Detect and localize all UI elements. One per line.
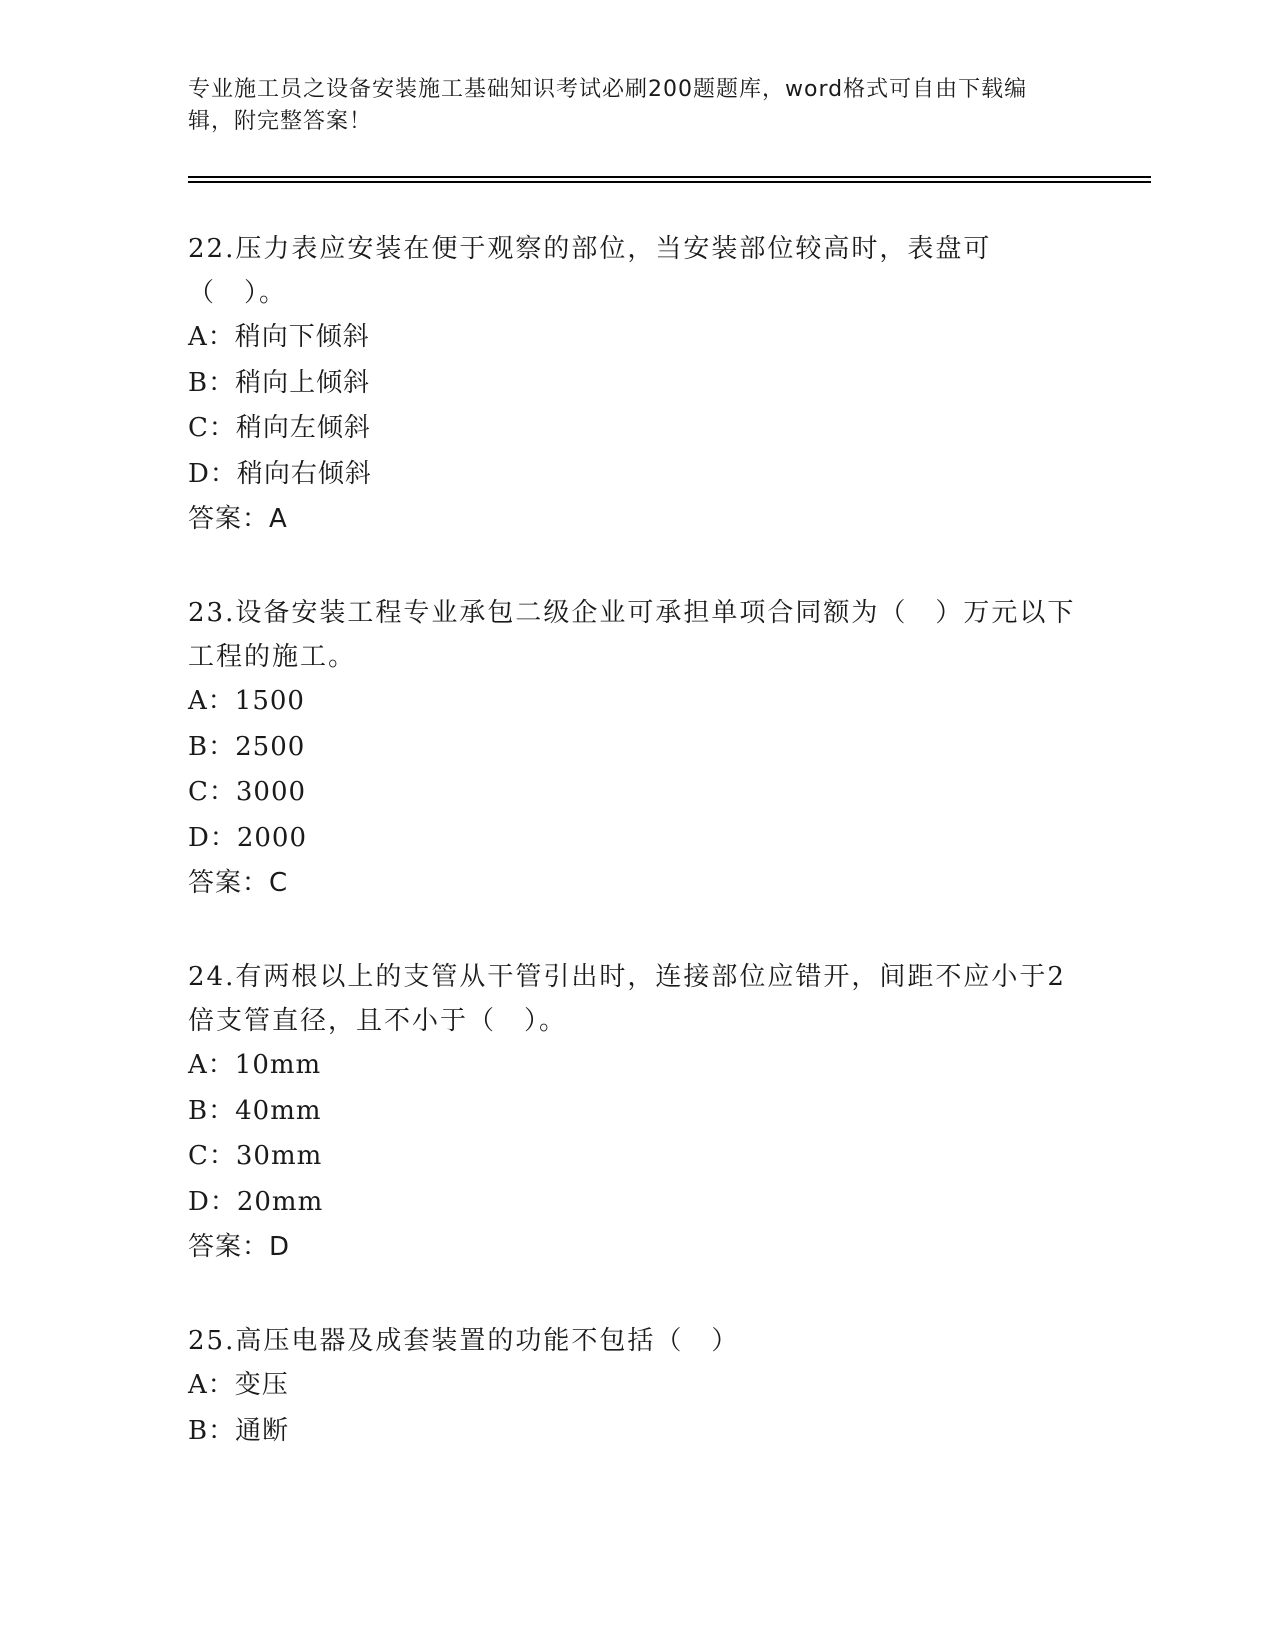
option-d: D：稍向右倾斜 bbox=[188, 458, 372, 489]
option-a: A：10mm bbox=[188, 1050, 322, 1080]
question-stem: 25.高压电器及成套装置的功能不包括（ ） bbox=[188, 1326, 740, 1356]
option-c: C：稍向左倾斜 bbox=[188, 413, 371, 443]
option-a: A：稍向下倾斜 bbox=[188, 322, 370, 352]
question-22 bbox=[188, 227, 1088, 543]
header-divider-top bbox=[188, 176, 1151, 178]
question-24 bbox=[188, 955, 1088, 1271]
answer-line: 答案：D bbox=[188, 1232, 291, 1262]
question-25 bbox=[188, 1319, 1088, 1454]
option-b: B：40mm bbox=[188, 1095, 322, 1126]
answer-line: 答案：A bbox=[188, 504, 288, 534]
question-stem: 23.设备安装工程专业承包二级企业可承担单项合同额为（ ）万元以下工程的施工。 bbox=[188, 598, 1076, 672]
option-a: A：1500 bbox=[188, 686, 305, 716]
answer-line: 答案：C bbox=[188, 868, 289, 898]
option-b: B：稍向上倾斜 bbox=[188, 367, 371, 398]
question-23 bbox=[188, 591, 1088, 907]
option-b: B：通断 bbox=[188, 1415, 290, 1446]
option-d: D：20mm bbox=[188, 1186, 324, 1217]
option-c: C：3000 bbox=[188, 777, 307, 807]
question-stem: 22.压力表应安装在便于观察的部位，当安装部位较高时，表盘可（ ）。 bbox=[188, 234, 992, 308]
option-b: B：2500 bbox=[188, 731, 306, 762]
option-a: A：变压 bbox=[188, 1370, 289, 1400]
option-d: D：2000 bbox=[188, 822, 308, 853]
document-header: 专业施工员之设备安装施工基础知识考试必刷200题题库，word格式可自由下载编辑，附完整答案！ bbox=[188, 77, 1028, 134]
question-stem: 24.有两根以上的支管从干管引出时，连接部位应错开，间距不应小于2倍支管直径，且不小于（ ）。 bbox=[188, 962, 1066, 1036]
header-divider-bottom bbox=[188, 181, 1151, 183]
option-c: C：30mm bbox=[188, 1141, 323, 1171]
